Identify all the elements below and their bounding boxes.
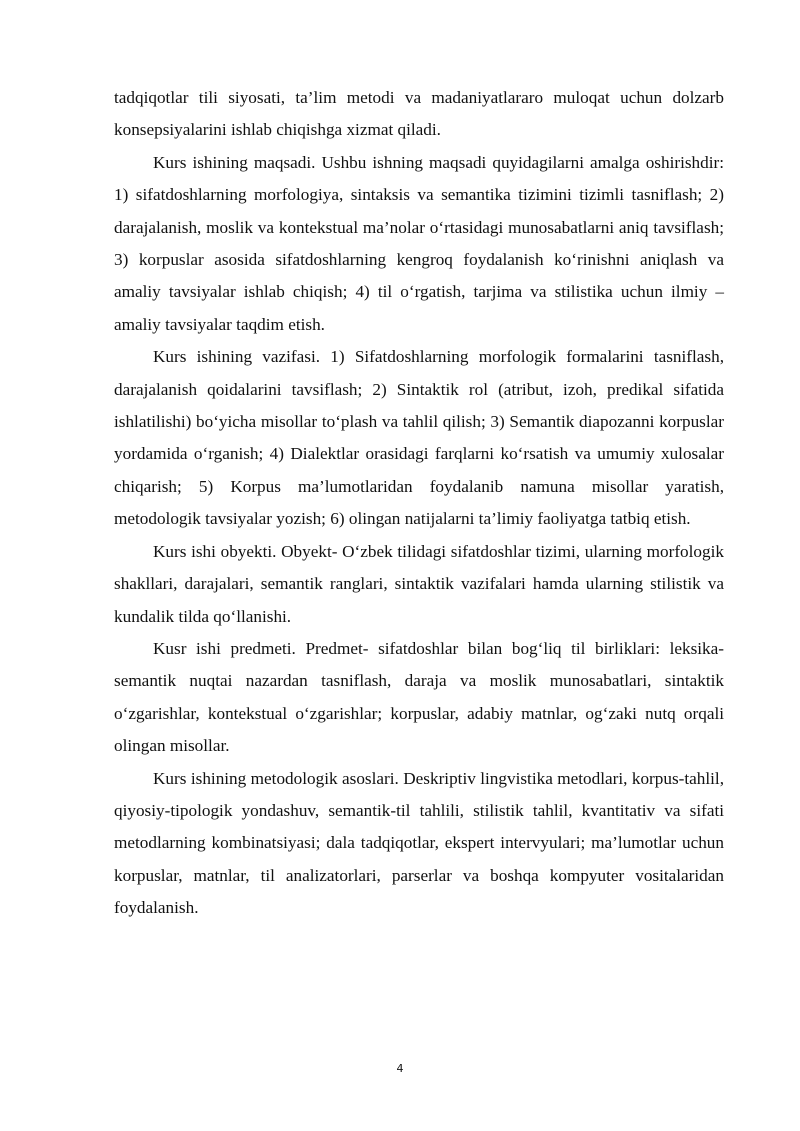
- paragraph-object: Kurs ishi obyekti. Obyekt- O‘zbek tilidagi sifatdoshlar tizimi, ularning morfologik shakllari, darajalari, semantik ranglari, sintaktik vazifalari hamda ularning stilistik va kundalik tilda qo‘llanishi.: [114, 541, 724, 626]
- paragraph-tasks: Kurs ishining vazifasi. 1) Sifatdoshlarning morfologik formalarini tasniflash, darajalanish qoidalarini tavsiflash; 2) Sintaktik rol (atribut, izoh, predikal sifatida ishlatilishi) bo‘yicha misollar to‘plash va tahlil qilish; 3) Semantik diapozanni korpuslar yordamida o‘rganish; 4) Dialektlar orasidagi farqlarni ko‘rsatish va umumiy xulosalar chiqarish; 5) Korpus ma’lumotlaridan foydalanib namuna misollar yaratish, metodologik tavsiyalar yozish; 6) olingan natijalarni ta’limiy faoliyatga tatbiq etish.: [114, 347, 724, 529]
- paragraph-methodology: Kurs ishining metodologik asoslari. Deskriptiv lingvistika metodlari, korpus-tahlil, qiyosiy-tipologik yondashuv, semantik-til tahlili, stilistik tahlil, kvantitativ va sifati metodlarning kombinatsiyasi; dala tadqiqotlar, ekspert intervyulari; ma’lumotlar uchun korpuslar, matnlar, til analizatorlari, parserlar va boshqa kompyuter vositalaridan foydalanish.: [114, 768, 724, 918]
- paragraph-subject: Kusr ishi predmeti. Predmet- sifatdoshlar bilan bog‘liq til birliklari: leksika-semantik nuqtai nazardan tasniflash, daraja va moslik munosabatlari, sintaktik o‘zgarishlar, kontekstual o‘zgarishlar; korpuslar, adabiy matnlar, og‘zaki nutq orqali olingan misollar.: [114, 638, 724, 756]
- document-page: [114, 82, 724, 925]
- paragraph-continuation: tadqiqotlar tili siyosati, ta’lim metodi va madaniyatlararo muloqat uchun dolzarb konsepsiyalarini ishlab chiqishga xizmat qiladi.: [114, 88, 724, 140]
- paragraph-goal: Kurs ishining maqsadi. Ushbu ishning maqsadi quyidagilarni amalga oshirishdir: 1) sifatdoshlarning morfologiya, sintaksis va semantika tizimini tizimli tasniflash; 2) darajalanish, moslik va kontekstual ma’nolar o‘rtasidagi munosabatlarni aniq tavsiflash; 3) korpuslar asosida sifatdoshlarning kengroq foydalanish ko‘rinishni aniqlash va amaliy tavsiyalar ishlab chiqish; 4) til o‘rgatish, tarjima va stilistika uchun ilmiy – amaliy tavsiyalar taqdim etish.: [114, 152, 724, 334]
- page-number: 4: [396, 1062, 404, 1075]
